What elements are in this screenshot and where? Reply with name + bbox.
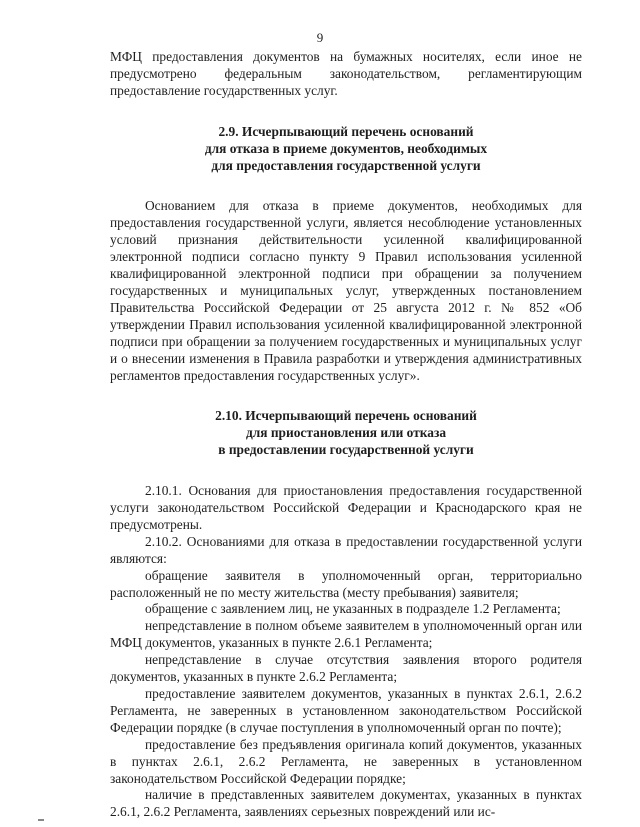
scan-artifact — [38, 819, 44, 821]
section-2-10-heading-line2: для приостановления или отказа — [245, 425, 447, 441]
intro-paragraph: МФЦ предоставления документов на бумажных носителях, если иное не предусмотрено федеральным законодательством, регламентирующим предоставление государственных услуг. — [110, 49, 582, 98]
section-2-9-heading-line3: для предоставления государственной услуги — [211, 157, 481, 173]
refusal-ground-item: обращение с заявлением лиц, не указанных в подразделе 1.2 Регламента; — [145, 601, 561, 617]
page-number: 9 — [316, 30, 324, 45]
refusal-ground-item: предоставление без предъявления оригинала копий документов, указанных в пунктах 2.6.1, 2.6.2 Регламента, не заверенных в установленном законодательством Российской Федерации порядке; — [110, 736, 582, 786]
refusal-ground-item: непредставление в случае отсутствия заявления второго родителя документов, указанных в пункте 2.6.2 Регламента; — [110, 652, 582, 685]
refusal-ground-item: наличие в представленных заявителем документах, указанных в пунктах 2.6.1, 2.6.2 Регламента, заявлениях серьезных повреждений или ис- — [110, 787, 582, 820]
clause-2-10-2: 2.10.2. Основаниями для отказа в предоставлении государственной услуги являются: — [110, 533, 582, 566]
section-2-10-heading — [110, 408, 582, 459]
section-2-9-heading — [110, 124, 582, 175]
section-2-10-heading-line1: 2.10. Исчерпывающий перечень оснований — [215, 408, 477, 424]
refusal-ground-item: обращение заявителя в уполномоченный орган, территориально расположенный не по месту жительства (месту пребывания) заявителя; — [110, 567, 582, 600]
section-2-9-heading-line1: 2.9. Исчерпывающий перечень оснований — [218, 123, 474, 139]
section-2-10-heading-line3: в предоставлении государственной услуги — [218, 442, 474, 458]
refusal-ground-item: предоставление заявителем документов, указанных в пунктах 2.6.1, 2.6.2 Регламента, не заверенных в установленном законодательством Российской Федерации порядке (в случае поступления в уполномоченный орган по почте); — [110, 686, 582, 735]
refusal-ground-item: непредставление в полном объеме заявителем в уполномоченный орган или МФЦ документов, указанных в пункте 2.6.1 Регламента; — [110, 618, 582, 651]
clause-2-10-1: 2.10.1. Основания для приостановления предоставления государственной услуги законодательством Российской Федерации и Краснодарского края не предусмотрены. — [110, 483, 582, 532]
section-2-9-heading-line2: для отказа в приеме документов, необходимых — [204, 140, 488, 156]
page-content — [110, 49, 582, 821]
section-2-9-paragraph: Основанием для отказа в приеме документов, необходимых для предоставления государственной услуги, является несоблюдение установленных условий признания действительности усиленной квалифицированной электронной подписи согласно пункту 9 Правил использования усиленной квалифицированной электронной подписи при обращении за получением государственных и муниципальных услуг, утвержденных постановлением Правительства Российской Федерации от 25 августа 2012 г. № 852 «Об утверждении Правил использования усиленной квалифицированной электронной подписи при обращении за получением государственных и муниципальных услуг и о внесении изменения в Правила разработки и утверждения административных регламентов предоставления государственных услуг». — [110, 198, 582, 383]
